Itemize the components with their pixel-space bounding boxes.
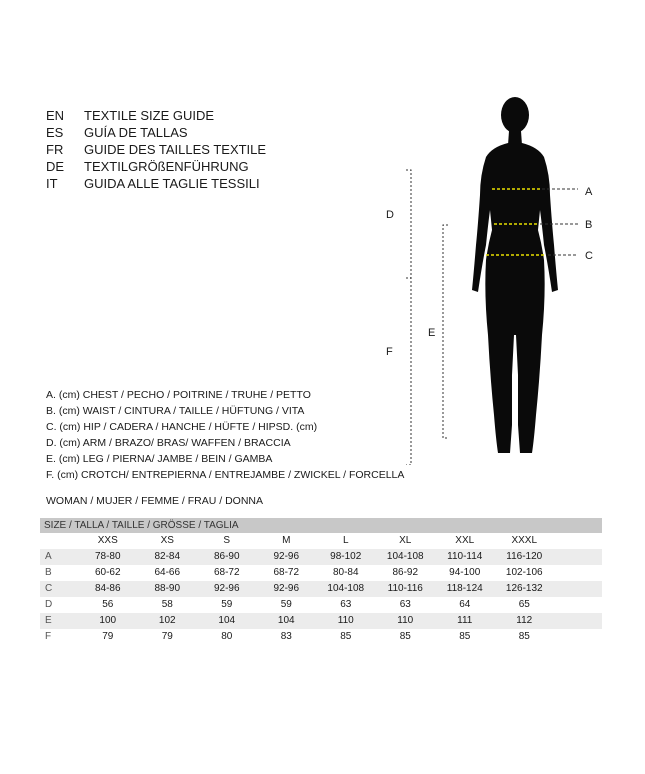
title-row-en (46, 107, 266, 124)
table-cell: 80 (221, 631, 233, 642)
table-cell: 88-90 (154, 583, 181, 594)
row-label: D (45, 599, 53, 610)
table-cell: 110 (397, 615, 414, 626)
table-cell: 85 (518, 631, 530, 642)
table-cell: 84-86 (94, 583, 121, 594)
marker-a: A (585, 186, 593, 198)
row-label: F (45, 631, 52, 642)
table-cell: 85 (399, 631, 411, 642)
language-code: ES (46, 125, 64, 140)
marker-f: F (386, 346, 393, 358)
table-row (40, 629, 602, 645)
table-row (40, 549, 602, 565)
marker-e: E (428, 327, 436, 339)
table-cell: 80-84 (332, 567, 359, 578)
table-cell: 94-100 (449, 567, 481, 578)
table-cell: 92-96 (273, 583, 300, 594)
arm-bracket (406, 170, 411, 278)
table-cell: 104-108 (386, 551, 424, 562)
marker-b: B (585, 219, 593, 231)
language-code: IT (46, 176, 58, 191)
table-cell: 102 (158, 615, 176, 626)
table-cell: 104 (218, 615, 236, 626)
table-cell: 68-72 (273, 567, 300, 578)
marker-c: C (585, 250, 593, 262)
table-row (40, 597, 602, 613)
table-cell: 98-102 (330, 551, 362, 562)
table-cell: 110-116 (387, 583, 423, 594)
size-col-header: XL (399, 535, 412, 546)
language-code: FR (46, 142, 64, 157)
table-cell: 68-72 (213, 567, 240, 578)
size-col-header: XXL (455, 535, 475, 546)
table-cell: 110 (337, 615, 354, 626)
table-cell: 82-84 (154, 551, 181, 562)
table-cell: 79 (161, 631, 173, 642)
table-row (40, 613, 602, 629)
table-cell: 100 (99, 615, 117, 626)
size-col-header: L (342, 535, 349, 546)
title-row-de (46, 158, 266, 175)
legend-item-a: A. (cm) CHEST / PECHO / POITRINE / TRUHE / PETTO (46, 389, 311, 401)
table-cell: 65 (518, 599, 530, 610)
size-col-header: XS (160, 535, 174, 546)
title-text: TEXTILGRÖßENFÜHRUNG (84, 159, 249, 174)
legend-item-f: F. (cm) CROTCH/ ENTREPIERNA / ENTREJAMBE / ZWICKEL / FORCELLA (46, 469, 405, 481)
table-row (40, 565, 602, 581)
legend-item-e: E. (cm) LEG / PIERNA/ JAMBE / BEIN / GAMBA (46, 453, 273, 465)
table-cell: 86-92 (392, 567, 419, 578)
row-label: A (45, 551, 52, 562)
table-cell: 116-120 (506, 551, 543, 562)
table-cell: 104-108 (327, 583, 365, 594)
table-cell: 126-132 (505, 583, 543, 594)
table-cell: 63 (340, 599, 352, 610)
table-cell: 79 (102, 631, 114, 642)
table-cell: 111 (457, 615, 473, 626)
table-cell: 85 (340, 631, 352, 642)
legend-item-d: D. (cm) ARM / BRAZO/ BRAS/ WAFFEN / BRACCIA (46, 437, 291, 449)
table-header: SIZE / TALLA / TAILLE / GRÖSSE / TAGLIA (40, 518, 602, 533)
title-row-it (46, 175, 266, 192)
size-col-header: M (282, 535, 291, 546)
table-cell: 118-124 (446, 583, 483, 594)
table-cell: 104 (277, 615, 295, 626)
row-label: B (45, 567, 52, 578)
title-row-fr (46, 141, 266, 158)
table-cell: 56 (102, 599, 114, 610)
table-cell: 85 (459, 631, 471, 642)
table-cell: 86-90 (213, 551, 240, 562)
leg-bracket (443, 225, 448, 438)
size-header-row (40, 533, 602, 549)
language-code: EN (46, 108, 65, 123)
table-cell: 83 (280, 631, 292, 642)
title-text: GUÍA DE TALLAS (84, 125, 188, 140)
table-cell: 64-66 (154, 567, 181, 578)
size-table (40, 518, 602, 645)
measurement-legend (46, 387, 404, 483)
size-col-header: XXXL (511, 535, 538, 546)
table-cell: 92-96 (273, 551, 300, 562)
table-cell: 64 (459, 599, 471, 610)
table-cell: 58 (161, 599, 173, 610)
title-text: GUIDA ALLE TAGLIE TESSILI (84, 176, 260, 191)
legend-item-c: C. (cm) HIP / CADERA / HANCHE / HÜFTE / HIPSD. (cm) (46, 421, 318, 433)
language-code: DE (46, 159, 65, 174)
title-text: TEXTILE SIZE GUIDE (84, 108, 215, 123)
title-text: GUIDE DES TAILLES TEXTILE (84, 142, 267, 157)
table-cell: 112 (516, 615, 533, 626)
title-block (46, 107, 266, 192)
table-cell: 110-114 (447, 551, 483, 562)
row-label: E (45, 615, 52, 626)
table-cell: 63 (399, 599, 411, 610)
table-row (40, 581, 602, 597)
woman-silhouette (472, 97, 558, 453)
legend-item-b: B. (cm) WAIST / CINTURA / TAILLE / HÜFTUNG / VITA (46, 405, 305, 417)
body-measurement-figure (380, 95, 610, 465)
table-cell: 92-96 (213, 583, 240, 594)
table-cell: 59 (280, 599, 292, 610)
size-col-header: S (223, 535, 231, 546)
table-cell: 78-80 (94, 551, 121, 562)
table-cell: 60-62 (94, 567, 121, 578)
size-col-header: XXS (97, 535, 118, 546)
crotch-bracket (406, 278, 411, 465)
marker-d: D (386, 209, 394, 221)
table-cell: 102-106 (505, 567, 543, 578)
table-body (40, 549, 602, 645)
title-row-es (46, 124, 266, 141)
table-cell: 59 (221, 599, 233, 610)
gender-label: WOMAN / MUJER / FEMME / FRAU / DONNA (46, 495, 263, 507)
row-label: C (45, 583, 53, 594)
